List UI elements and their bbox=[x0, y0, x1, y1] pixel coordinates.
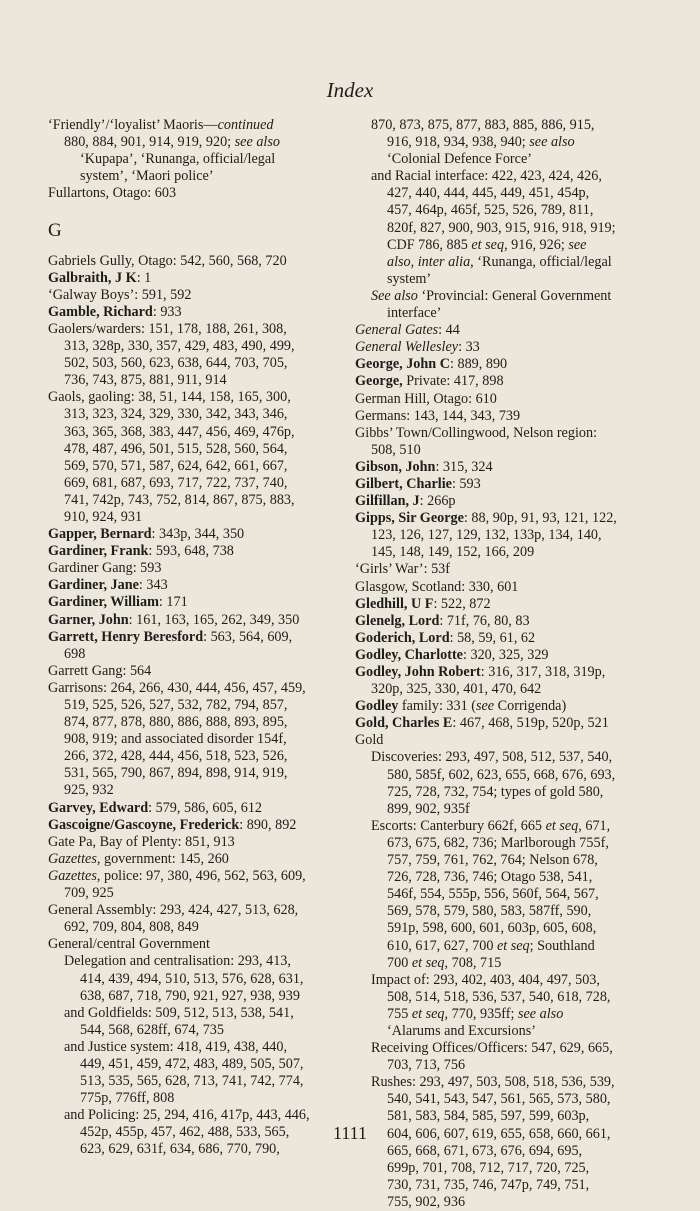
index-entry: Discoveries: 293, 497, 508, 512, 537, 540, 580, 585f, 602, 623, 655, 668, 676, 693, 725, 728, 732, 754; types of gold 580, 899, 902, 935f bbox=[371, 749, 616, 817]
index-entry: Rushes: 293, 497, 503, 508, 518, 536, 539, 540, 541, 543, 547, 561, 565, 573, 580, 581, 583, 584, 585, 597, 599, 603p, 604, 606, 607, 619, 655, 658, 660, 661, 665, 668, 671, 673, 676, 694, 695, 699p, 701, 708, 712, 717, 720, 725, 730, 731, 735, 746, 747p, 749, 751, 755, 902, 936 bbox=[371, 1074, 615, 1210]
index-entry: ‘Galway Boys’: 591, 592 bbox=[48, 286, 192, 303]
index-entry: Gibson, John: 315, 324 bbox=[355, 458, 493, 475]
index-entry: Gold bbox=[355, 732, 384, 749]
index-entry: Gardiner Gang: 593 bbox=[48, 560, 162, 577]
index-entry: Gold, Charles E: 467, 468, 519p, 520p, 521 bbox=[355, 715, 609, 732]
index-entry: George, John C: 889, 890 bbox=[355, 356, 508, 373]
index-entry: and Justice system: 418, 419, 438, 440, 449, 451, 459, 472, 483, 489, 505, 507, 513, 535, 565, 628, 713, 741, 742, 774, 775p, 776ff, 808 bbox=[64, 1038, 304, 1107]
index-entry: Receiving Offices/Officers: 547, 629, 665, 703, 713, 756 bbox=[371, 1040, 613, 1074]
index-entry: Gilfillan, J: 266p bbox=[355, 493, 456, 510]
index-entry: Gibbs’ Town/Collingwood, Nelson region: 508, 510 bbox=[355, 424, 598, 458]
index-entry: Gazettes, police: 97, 380, 496, 562, 563, 609, 709, 925 bbox=[48, 867, 306, 902]
index-entry: Gardiner, Jane: 343 bbox=[48, 577, 168, 594]
index-entry: Gabriels Gully, Otago: 542, 560, 568, 720 bbox=[48, 252, 287, 269]
index-entry: Gamble, Richard: 933 bbox=[48, 303, 182, 320]
index-entry: Gardiner, Frank: 593, 648, 738 bbox=[48, 543, 234, 560]
index-entry: Fullartons, Otago: 603 bbox=[48, 185, 177, 202]
index-entry: Godley, John Robert: 316, 317, 318, 319p, 320p, 325, 330, 401, 470, 642 bbox=[355, 664, 606, 698]
index-entry: Impact of: 293, 402, 403, 404, 497, 503, 508, 514, 518, 536, 537, 540, 618, 728, 755 et seq, 770, 935ff; see also ‘Alarums and Excursions’ bbox=[371, 971, 611, 1039]
index-entry: General Gates: 44 bbox=[355, 322, 460, 339]
index-entry: Garrett, Henry Beresford: 563, 564, 609, 698 bbox=[48, 628, 293, 662]
index-entry: German Hill, Otago: 610 bbox=[355, 390, 497, 407]
index-column-right bbox=[355, 117, 617, 1211]
index-entry: Glasgow, Scotland: 330, 601 bbox=[355, 578, 519, 595]
index-entry: George, Private: 417, 898 bbox=[355, 373, 504, 390]
page-number: 1111 bbox=[333, 1123, 367, 1143]
index-entry: Godley family: 331 (see Corrigenda) bbox=[355, 698, 567, 715]
index-entry: Garner, John: 161, 163, 165, 262, 349, 350 bbox=[48, 611, 300, 628]
index-entry: Gapper, Bernard: 343p, 344, 350 bbox=[48, 526, 245, 543]
index-entry: Gate Pa, Bay of Plenty: 851, 913 bbox=[48, 833, 235, 850]
index-column-left bbox=[48, 117, 310, 1159]
index-entry: Gaolers/warders: 151, 178, 188, 261, 308, 313, 328p, 330, 357, 429, 483, 490, 499, 502, 503, 560, 623, 638, 644, 703, 705, 736, 743, 875, 881, 911, 914 bbox=[48, 320, 295, 389]
index-entry: Garrett Gang: 564 bbox=[48, 662, 152, 679]
index-entry: General Wellesley: 33 bbox=[355, 339, 480, 356]
page-title: Index bbox=[326, 78, 374, 102]
index-entry: 880, 884, 901, 914, 919, 920; see also ‘Kupapa’, ‘Runanga, official/legal system’, ‘Maori police’ bbox=[64, 134, 280, 185]
section-letter: G bbox=[48, 220, 62, 242]
index-entry: Garrisons: 264, 266, 430, 444, 456, 457, 459, 519, 525, 526, 527, 532, 782, 794, 857, 874, 877, 878, 880, 886, 888, 893, 895, 908, 919; and associated disorder 154f, 266, 372, 428, 444, 456, 518, 523, 526, 531, 565, 790, 867, 894, 898, 914, 919, 925, 932 bbox=[48, 679, 306, 799]
index-entry: Gaols, gaoling: 38, 51, 144, 158, 165, 300, 313, 323, 324, 329, 330, 342, 343, 346, 363, 365, 368, 383, 447, 456, 469, 476p, 478, 487, 496, 501, 515, 528, 560, 564, 569, 570, 571, 587, 624, 642, 661, 667, 669, 681, 687, 693, 717, 722, 737, 740, 741, 742p, 743, 752, 814, 867, 875, 883, 910, 924, 931 bbox=[48, 389, 295, 525]
index-entry: and Racial interface: 422, 423, 424, 426, 427, 440, 444, 445, 449, 451, 454p, 457, 464p, 465f, 525, 526, 789, 811, 820f, 827, 900, 903, 915, 916, 918, 919; CDF 786, 885 et seq, 916, 926; see also, inter alia, ‘Runanga, official/legal system’ bbox=[371, 168, 616, 287]
index-entry: Germans: 143, 144, 343, 739 bbox=[355, 407, 521, 424]
index-entry: Galbraith, J K: 1 bbox=[48, 269, 152, 286]
index-entry: Gilbert, Charlie: 593 bbox=[355, 475, 481, 492]
index-entry: Goderich, Lord: 58, 59, 61, 62 bbox=[355, 629, 536, 646]
index-entry: Godley, Charlotte: 320, 325, 329 bbox=[355, 646, 549, 663]
index-entry: General Assembly: 293, 424, 427, 513, 628, 692, 709, 804, 808, 849 bbox=[48, 902, 299, 936]
index-entry: See also ‘Provincial: General Government interface’ bbox=[371, 287, 612, 322]
index-entry: Gascoigne/Gascoyne, Frederick: 890, 892 bbox=[48, 816, 297, 833]
index-entry: Delegation and centralisation: 293, 413, 414, 439, 494, 510, 513, 576, 628, 631, 638, 687, 718, 790, 921, 927, 938, 939 bbox=[64, 953, 304, 1004]
index-entry: Glenelg, Lord: 71f, 76, 80, 83 bbox=[355, 612, 530, 629]
index-entry: and Policing: 25, 294, 416, 417p, 443, 446, 452p, 455p, 457, 462, 488, 533, 565, 623, 629, 631f, 634, 686, 770, 790, bbox=[64, 1107, 310, 1158]
index-entry: and Goldfields: 509, 512, 513, 538, 541, 544, 568, 628ff, 674, 735 bbox=[64, 1004, 294, 1038]
index-entry: Gipps, Sir George: 88, 90p, 91, 93, 121, 122, 123, 126, 127, 129, 132, 133p, 134, 140, 145, 148, 149, 152, 166, 209 bbox=[355, 510, 617, 561]
index-entry: 870, 873, 875, 877, 883, 885, 886, 915, 916, 918, 934, 938, 940; see also ‘Colonial Defence Force’ bbox=[371, 117, 595, 168]
index-entry: General/central Government bbox=[48, 936, 210, 953]
index-entry: ‘Girls’ War’: 53f bbox=[355, 561, 450, 578]
index-entry: Gazettes, government: 145, 260 bbox=[48, 850, 229, 867]
index-entry: Gledhill, U F: 522, 872 bbox=[355, 595, 491, 612]
index-entry: ‘Friendly’/‘loyalist’ Maoris—continued bbox=[48, 117, 274, 133]
index-entry: Garvey, Edward: 579, 586, 605, 612 bbox=[48, 799, 263, 816]
index-entry: Escorts: Canterbury 662f, 665 et seq, 671, 673, 675, 682, 736; Marlborough 755f, 757, 759, 761, 762, 764; Nelson 678, 726, 728, 736, 746; Otago 538, 541, 546f, 554, 555p, 556, 560f, 564, 567, 569, 578, 579, 580, 583, 587ff, 590, 591p, 598, 600, 601, 603p, 605, 608, 610, 617, 627, 700 et seq; Southland 700 et seq, 708, 715 bbox=[371, 817, 611, 971]
index-entry: Gardiner, William: 171 bbox=[48, 594, 188, 611]
